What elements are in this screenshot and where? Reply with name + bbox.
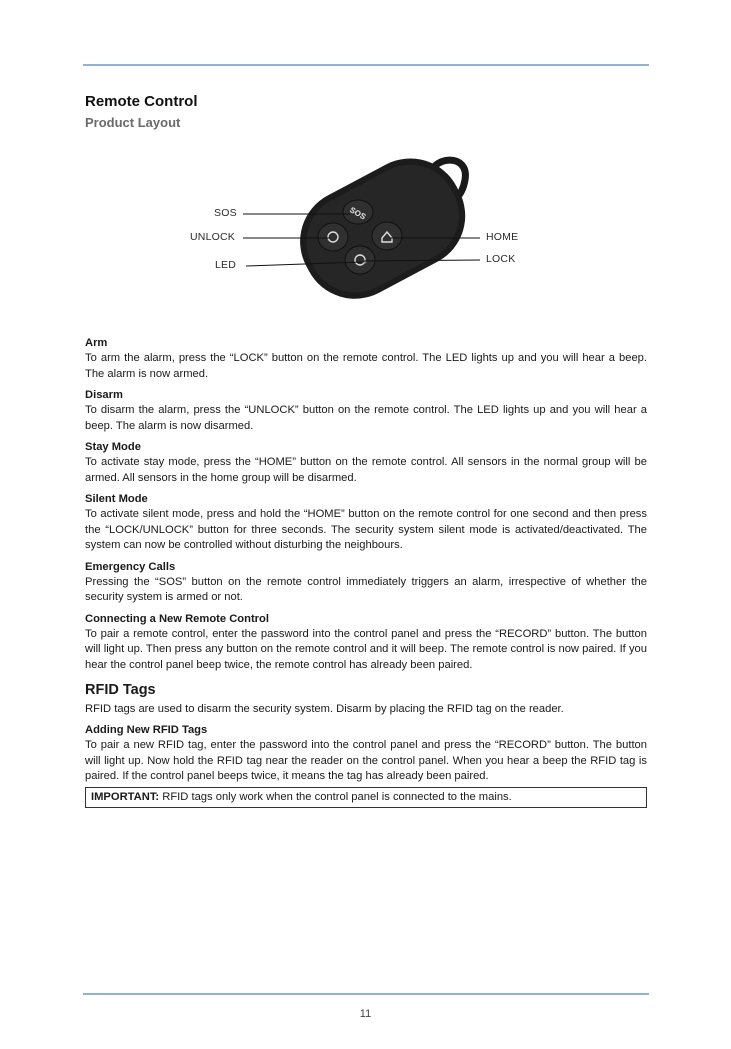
important-label: IMPORTANT:: [91, 790, 160, 803]
section-heading: Silent Mode: [85, 493, 148, 505]
section-connecting-remote: [85, 612, 647, 674]
sos-button: [343, 200, 373, 224]
svg-text:SOS: SOS: [348, 205, 368, 222]
top-rule: [83, 64, 649, 66]
page-title: Remote Control: [85, 93, 198, 110]
lock-button: [345, 246, 375, 274]
section-disarm: [85, 388, 647, 434]
unlock-button: [318, 223, 348, 251]
rfid-intro: RFID tags are used to disarm the security system. Disarm by placing the RFID tag on the reader.: [85, 702, 564, 715]
page-subtitle: Product Layout: [85, 115, 181, 130]
section-text: Pressing the “SOS” button on the remote control immediately triggers an alarm, irrespective of whether the security system is armed or not.: [85, 575, 647, 603]
section-text: To activate stay mode, press the “HOME” button on the remote control. All sensors in the normal group will be armed. All sensors in the home group will be disarmed.: [85, 456, 647, 484]
home-button: [372, 222, 402, 250]
important-text: RFID tags only work when the control panel is connected to the mains.: [159, 790, 512, 803]
section-heading: Connecting a New Remote Control: [85, 612, 269, 625]
content: [85, 336, 647, 808]
label-home: HOME: [486, 231, 519, 243]
section-heading: Stay Mode: [85, 441, 141, 453]
section-text: To arm the alarm, press the “LOCK” button on the remote control. The LED lights up and you will hear a beep. The alarm is now armed.: [85, 352, 647, 380]
section-arm: [85, 336, 647, 382]
section-heading: Disarm: [85, 389, 123, 401]
section-text: To disarm the alarm, press the “UNLOCK” button on the remote control. The LED lights up and you will hear a beep. The alarm is now disarmed.: [85, 404, 647, 432]
rfid-title: RFID Tags: [85, 682, 156, 698]
section-stay-mode: [85, 440, 647, 486]
section-text: To pair a remote control, enter the password into the control panel and press the “RECORD” button. The button will light up. Then press any button on the remote control and it will beep. The remote control is now paired. If you hear the control panel beep twice, the remote control has already been paired.: [85, 627, 647, 671]
bottom-rule: [83, 993, 649, 995]
section-heading: Adding New RFID Tags: [85, 724, 208, 736]
label-led: LED: [215, 259, 237, 271]
section-emergency-calls: [85, 560, 647, 606]
rfid-intro-section: [85, 702, 647, 718]
label-sos: SOS: [214, 207, 237, 219]
section-heading: Arm: [85, 337, 108, 349]
page-number: 11: [359, 1008, 372, 1020]
important-note: [85, 787, 647, 808]
section-text: To pair a new RFID tag, enter the password into the control panel and press the “RECORD” button. The button will light up. Now hold the RFID tag near the reader on the control panel. When you hear a beep the RFID tag is paired. If the control panel beeps twice, it means the tag has already been paired.: [85, 739, 647, 782]
label-lock: LOCK: [486, 253, 516, 265]
label-unlock: UNLOCK: [190, 231, 235, 243]
section-text: To activate silent mode, press and hold the “HOME” button on the remote control for one second and then press the “LOCK/UNLOCK” button for three seconds. The security system silent mode is activated/deactivated. The system can now be controlled without disturbing the neighbours.: [85, 508, 647, 551]
section-heading: Emergency Calls: [85, 560, 176, 573]
remote-control-image: [180, 150, 540, 310]
remote-control-diagram: [180, 150, 540, 310]
section-adding-rfid: [85, 723, 647, 785]
section-silent-mode: [85, 492, 647, 554]
